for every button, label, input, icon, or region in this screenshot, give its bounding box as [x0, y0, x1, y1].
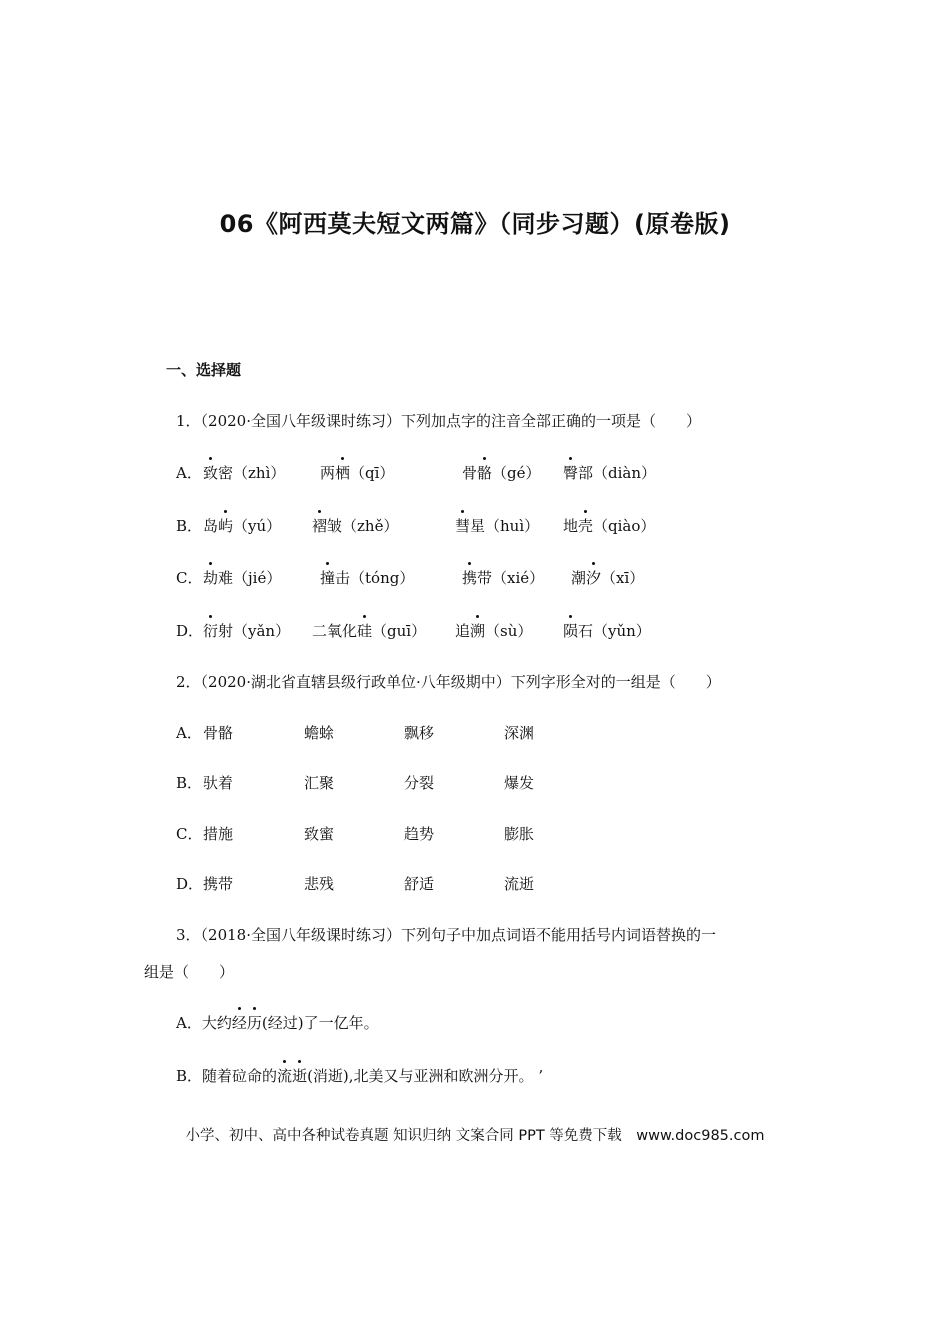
item-suffix: （qī） — [350, 464, 395, 482]
section-heading: 一、选择题 — [166, 361, 242, 379]
dotted-character: 流 — [277, 1067, 293, 1085]
item-prefix: 追 — [455, 622, 471, 640]
dotted-character: 屿 — [218, 517, 234, 535]
q3-option-b — [176, 1065, 543, 1086]
sentence-suffix: (经过)了一亿年。 — [261, 1014, 379, 1032]
item-prefix: 地 — [563, 517, 579, 535]
sentence-prefix: 随着砬命的 — [202, 1067, 278, 1085]
item-prefix: 二氧化 — [312, 622, 358, 640]
item-suffix: 击（tóng） — [335, 569, 415, 587]
item-prefix: 骨 — [462, 464, 478, 482]
q2-option-c-word-2: 致蜜 — [304, 825, 335, 843]
q3-option-a — [176, 1012, 379, 1033]
footer-note: 小学、初中、高中各种试卷真题 知识归纳 文案合同 PPT 等免费下载 www.doc985.com — [185, 1128, 765, 1144]
q2-option-c-word-1: 措施 — [203, 825, 234, 843]
sentence-suffix: (消逝),北美又与亚洲和欧洲分开。 ’ — [307, 1067, 544, 1085]
question-2-stem: 2．（2020·湖北省直辖县级行政单位·八年级期中）下列字形全对的一组是（ ） — [176, 673, 721, 691]
dotted-character: 壳 — [578, 517, 594, 535]
q2-option-b-word-2: 汇聚 — [304, 774, 335, 792]
item-suffix: 密（zhì） — [218, 464, 286, 482]
q2-option-d-word-1: 携带 — [203, 875, 234, 893]
q1-option-d-item-4 — [563, 620, 651, 641]
dotted-character: 历 — [246, 1014, 262, 1032]
item-suffix: 部（diàn） — [578, 464, 657, 482]
q2-option-c-word-4: 膨胀 — [504, 825, 535, 843]
question-3-stem-line-2: 组是（ ） — [144, 963, 235, 981]
option-label: A． — [176, 1014, 202, 1032]
dotted-character: 逝 — [292, 1067, 308, 1085]
question-3-stem-line-1: 3．（2018·全国八年级课时练习）下列句子中加点词语不能用括号内词语替换的一 — [176, 926, 716, 944]
dotted-character: 溯 — [470, 622, 486, 640]
q1-option-a-item-1 — [203, 462, 285, 483]
q2-option-d-label: D． — [176, 875, 204, 893]
dotted-character: 栖 — [335, 464, 351, 482]
q1-option-b-label: B． — [176, 517, 203, 535]
page-title: 06《阿西莫夫短文两篇》（同步习题）(原卷版) — [219, 210, 731, 238]
item-suffix: 星（huì） — [470, 517, 540, 535]
dotted-character: 撞 — [320, 569, 336, 587]
q1-option-c-item-2 — [320, 567, 414, 588]
item-suffix: 射（yǎn） — [218, 622, 291, 640]
sentence-prefix: 大约 — [201, 1014, 232, 1032]
q1-option-c-item-1 — [203, 567, 281, 588]
q1-option-c-label: C． — [176, 569, 203, 587]
q2-option-b-word-4: 爆发 — [504, 774, 535, 792]
item-suffix: （gé） — [492, 464, 541, 482]
q1-option-d-item-2 — [312, 620, 426, 641]
q2-option-a-word-4: 深渊 — [504, 724, 535, 742]
item-suffix: （guī） — [372, 622, 427, 640]
q2-option-b-label: B． — [176, 774, 203, 792]
dotted-character: 致 — [203, 464, 219, 482]
q2-option-a-word-2: 蟾蜍 — [304, 724, 335, 742]
item-suffix: （sù） — [485, 622, 533, 640]
item-suffix: （xī） — [601, 569, 645, 587]
q2-option-c-word-3: 趋势 — [404, 825, 435, 843]
item-suffix: 带（xié） — [477, 569, 545, 587]
dotted-character: 经 — [231, 1014, 247, 1032]
q1-option-a-label: A． — [176, 464, 202, 482]
q2-option-d-word-2: 悲残 — [304, 875, 335, 893]
dotted-character: 携 — [462, 569, 478, 587]
dotted-character: 硅 — [357, 622, 373, 640]
item-suffix: 难（jié） — [218, 569, 282, 587]
item-suffix: 皱（zhě） — [327, 517, 399, 535]
q1-option-a-item-2 — [320, 462, 394, 483]
q1-option-b-item-4 — [563, 515, 655, 536]
item-prefix: 两 — [320, 464, 336, 482]
q1-option-a-item-4 — [563, 462, 656, 483]
q1-option-d-label: D． — [176, 622, 204, 640]
question-1-stem: 1．（2020·全国八年级课时练习）下列加点字的注音全部正确的一项是（ ） — [176, 412, 701, 430]
q2-option-a-label: A． — [176, 724, 202, 742]
q2-option-a-word-1: 骨骼 — [203, 724, 234, 742]
q2-option-d-word-3: 舒适 — [404, 875, 435, 893]
item-suffix: 石（yǔn） — [578, 622, 651, 640]
item-suffix: （yú） — [233, 517, 282, 535]
dotted-character: 褶 — [312, 517, 328, 535]
q1-option-d-item-1 — [203, 620, 290, 641]
q2-option-b-word-1: 驮着 — [203, 774, 234, 792]
dotted-character: 劫 — [203, 569, 219, 587]
q2-option-b-word-3: 分裂 — [404, 774, 435, 792]
dotted-character: 衍 — [203, 622, 219, 640]
q1-option-d-item-3 — [455, 620, 532, 641]
q1-option-c-item-4 — [571, 567, 644, 588]
q1-option-c-item-3 — [462, 567, 544, 588]
dotted-character: 汐 — [586, 569, 602, 587]
q2-option-c-label: C． — [176, 825, 203, 843]
dotted-character: 陨 — [563, 622, 579, 640]
item-prefix: 岛 — [203, 517, 219, 535]
q1-option-b-item-1 — [203, 515, 281, 536]
dotted-character: 臀 — [563, 464, 579, 482]
option-label: B． — [176, 1067, 203, 1085]
dotted-character: 彗 — [455, 517, 471, 535]
q1-option-a-item-3 — [462, 462, 541, 483]
q2-option-a-word-3: 飘移 — [404, 724, 435, 742]
item-prefix: 潮 — [571, 569, 587, 587]
item-suffix: （qiào） — [593, 517, 656, 535]
q1-option-b-item-3 — [455, 515, 539, 536]
q1-option-b-item-2 — [312, 515, 398, 536]
dotted-character: 骼 — [477, 464, 493, 482]
q2-option-d-word-4: 流逝 — [504, 875, 535, 893]
